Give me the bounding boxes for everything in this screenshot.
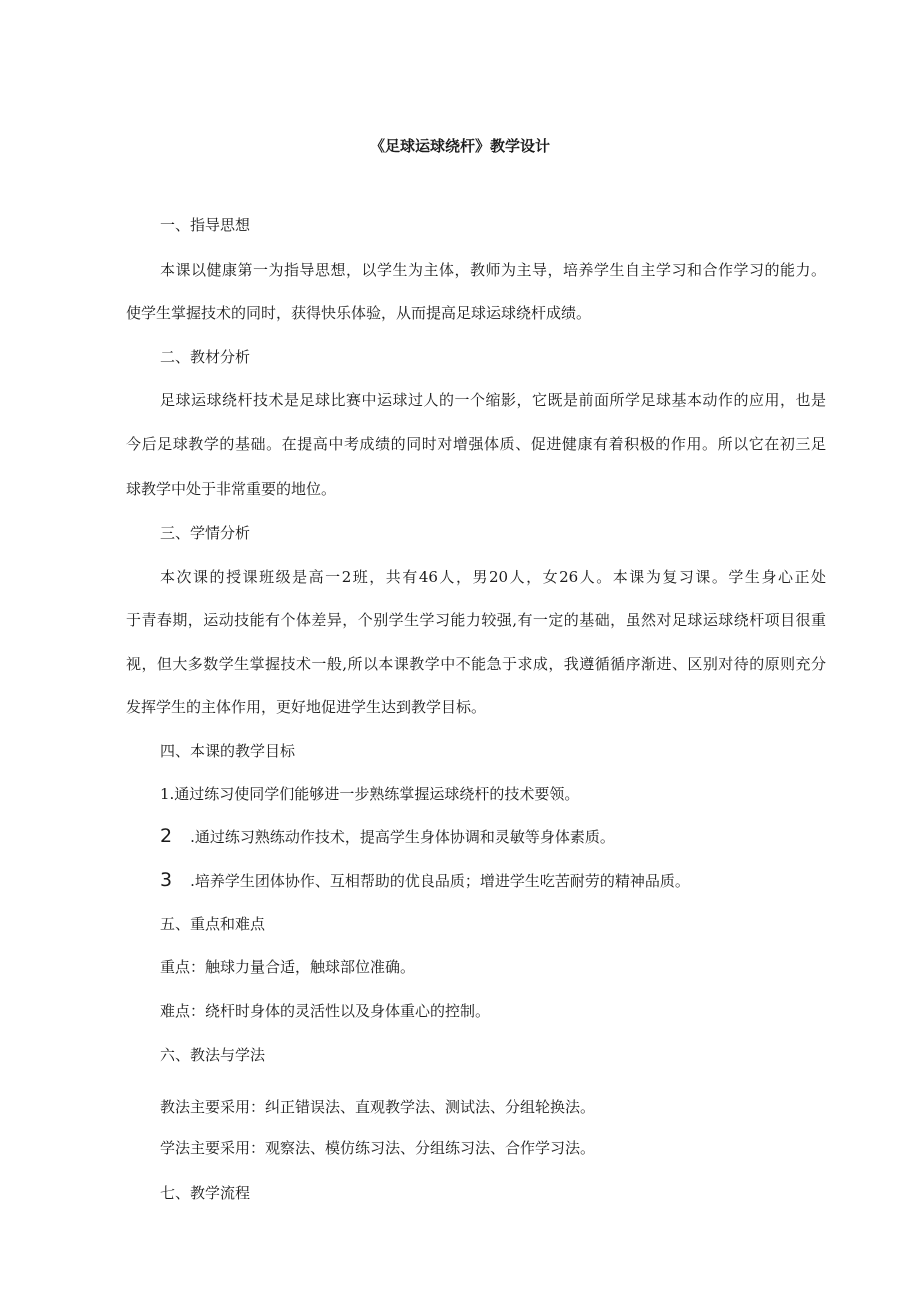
- paragraph-line: 球教学中处于非常重要的地位。: [126, 480, 337, 498]
- heading-guiding-ideology: 一、指导思想: [160, 216, 251, 234]
- heading-methods: 六、教法与学法: [160, 1046, 266, 1064]
- objective-text: .培养学生团体协作、互相帮助的优良品质；增进学生吃苦耐劳的精神品质。: [190, 872, 690, 890]
- objective-item-3: [160, 870, 690, 891]
- learning-methods: 学法主要采用：观察法、模仿练习法、分组练习法、合作学习法。: [160, 1139, 596, 1157]
- paragraph-text: 今后足球教学的基础。在提高中考成绩的同时对增强体质、促进健康有着积极的作用。所以它在初三足: [126, 435, 826, 453]
- paragraph-text: 视，但大多数学生掌握技术一般,所以本课教学中不能急于求成，我遵循循序渐进、区别对待的原则充分: [126, 655, 826, 673]
- paragraph-line: 发挥学生的主体作用，更好地促进学生达到教学目标。: [126, 698, 487, 716]
- heading-teaching-objectives: 四、本课的教学目标: [160, 742, 296, 760]
- objective-number: 3: [160, 869, 173, 891]
- heading-key-points: 五、重点和难点: [160, 915, 266, 933]
- paragraph-line: [160, 390, 826, 410]
- key-point: 重点：触球力量合适，触球部位准确。: [160, 958, 416, 976]
- objective-number: 2: [160, 825, 173, 847]
- document-title: 《足球运球绕杆》教学设计: [369, 137, 550, 155]
- paragraph-line: [160, 567, 826, 587]
- heading-student-analysis: 三、学情分析: [160, 524, 251, 542]
- difficulty-point: 难点：绕杆时身体的灵活性以及身体重心的控制。: [160, 1002, 491, 1020]
- heading-material-analysis: 二、教材分析: [160, 348, 251, 366]
- paragraph-text: 于青春期，运动技能有个体差异，个别学生学习能力较强,有一定的基础，虽然对足球运球绕杆项目很重: [126, 611, 826, 629]
- paragraph-text: 足球运球绕杆技术是足球比赛中运球过人的一个缩影，它既是前面所学足球基本动作的应用，也是: [160, 391, 826, 409]
- paragraph-text: 本次课的授课班级是高一2班，共有46人，男20人，女26人。本课为复习课。学生身心正处: [160, 568, 826, 586]
- paragraph-line: [160, 260, 826, 280]
- paragraph-text: 本课以健康第一为指导思想，以学生为主体，教师为主导，培养学生自主学习和合作学习的能力。: [160, 261, 826, 279]
- objective-item-1: 1.通过练习使同学们能够进一步熟练掌握运球绕杆的技术要领。: [160, 785, 580, 803]
- paragraph-line: [126, 654, 826, 674]
- objective-text: .通过练习熟练动作技术，提高学生身体协调和灵敏等身体素质。: [190, 828, 615, 846]
- objective-item-2: [160, 826, 615, 847]
- teaching-methods: 教法主要采用：纠正错误法、直观教学法、测试法、分组轮换法。: [160, 1098, 596, 1116]
- paragraph-line: 使学生掌握技术的同时，获得快乐体验，从而提高足球运球绕杆成绩。: [126, 304, 592, 322]
- paragraph-line: [126, 434, 826, 454]
- heading-teaching-process: 七、教学流程: [160, 1184, 251, 1202]
- paragraph-line: [126, 610, 826, 630]
